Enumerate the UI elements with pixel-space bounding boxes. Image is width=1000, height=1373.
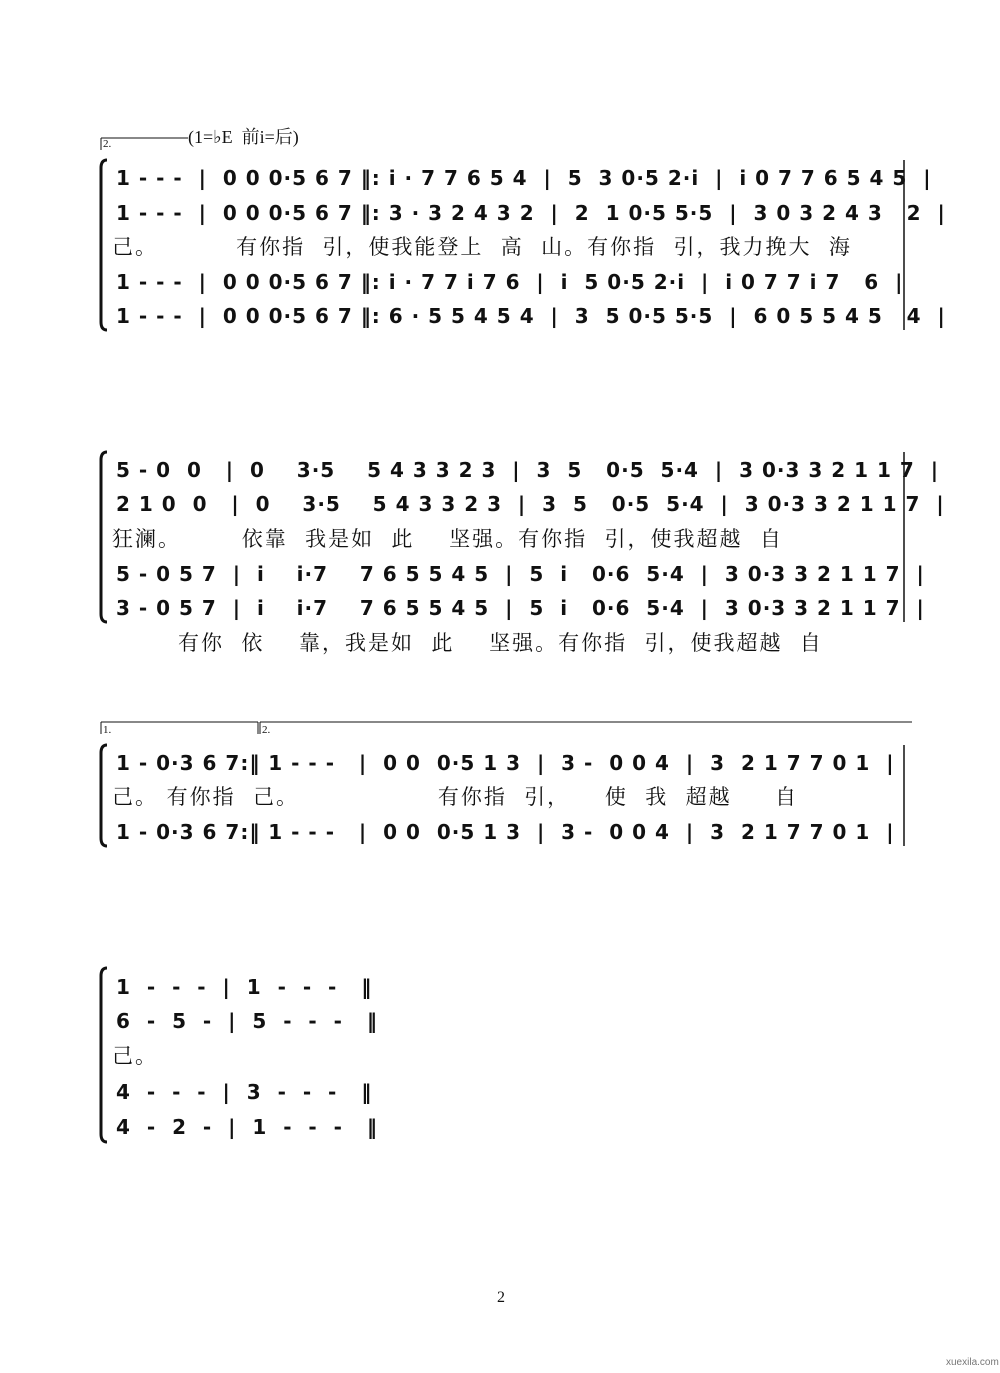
system-brace — [101, 452, 107, 622]
notes-row: 4 - - - | 3 - - - ‖ — [116, 1080, 373, 1104]
lyrics-row: 狂澜。 依靠 我是如 此 坚强。有你指 引，使我超越 自 — [112, 527, 783, 551]
notes-row: 6 - 5 - | 5 - - - ‖ — [116, 1009, 378, 1033]
system-brace — [101, 160, 107, 330]
notes-row: 5 - 0 0 | 0 3·5 5 4 3 3 2 3 | 3 5 0·5 5·4 | 3 0·3 3 2 1 1 7 | — [116, 458, 940, 482]
key-signature: (1=♭E 前i=后) — [188, 127, 299, 147]
volta-2-label: 2. — [262, 724, 271, 736]
system-brace — [101, 745, 107, 846]
volta-1-label: 1. — [103, 724, 112, 736]
system-brace — [101, 968, 107, 1142]
notes-row: 1 - - - | 0 0 0·5 6 7 ‖: i · 7 7 6 5 4 | 5 3 0·5 2·i | i 0 7 7 6 5 4 5 | — [116, 166, 932, 190]
lyrics-row: 有你 依 靠，我是如 此 坚强。有你指 引，使我超越 自 — [178, 631, 823, 655]
notes-row: 3 - 0 5 7 | i i·7 7 6 5 5 4 5 | 5 i 0·6 5·4 | 3 0·3 3 2 1 1 7 | — [116, 596, 925, 620]
lyrics-row: 己。 有你指 己。 有你指 引， 使 我 超越 自 — [112, 785, 798, 809]
notes-row: 1 - - - | 0 0 0·5 6 7 ‖: 6 · 5 5 4 5 4 | 3 5 0·5 5·5 | 6 0 5 5 4 5 4 | — [116, 304, 946, 328]
lyrics-row: 己。 — [112, 1044, 158, 1068]
notes-row: 1 - - - | 0 0 0·5 6 7 ‖: 3 · 3 2 4 3 2 | 2 1 0·5 5·5 | 3 0 3 2 4 3 2 | — [116, 201, 946, 225]
lyrics-row: 己。 有你指 引，使我能登上 高 山。有你指 引，我力挽大 海 — [112, 235, 852, 259]
notes-row: 1 - - - | 0 0 0·5 6 7 ‖: i · 7 7 i 7 6 | i 5 0·5 2·i | i 0 7 7 i 7 6 | — [116, 270, 904, 294]
notes-row: 1 - - - | 1 - - - ‖ — [116, 975, 373, 999]
notes-row: 1 - 0·3 6 7:‖ 1 - - - | 0 0 0·5 1 3 | 3 - 0 0 4 | 3 2 1 7 7 0 1 | — [116, 820, 895, 844]
notes-row: 2 1 0 0 | 0 3·5 5 4 3 3 2 3 | 3 5 0·5 5·4 | 3 0·3 3 2 1 1 7 | — [116, 492, 945, 516]
notes-row: 5 - 0 5 7 | i i·7 7 6 5 5 4 5 | 5 i 0·6 5·4 | 3 0·3 3 2 1 1 7 | — [116, 562, 925, 586]
notes-row: 4 - 2 - | 1 - - - ‖ — [116, 1115, 378, 1139]
page-number: 2 — [497, 1289, 505, 1306]
notes-row: 1 - 0·3 6 7:‖ 1 - - - | 0 0 0·5 1 3 | 3 - 0 0 4 | 3 2 1 7 7 0 1 | — [116, 751, 895, 775]
watermark-text: xuexila.com — [946, 1357, 999, 1368]
volta-label: 2. — [103, 138, 112, 150]
